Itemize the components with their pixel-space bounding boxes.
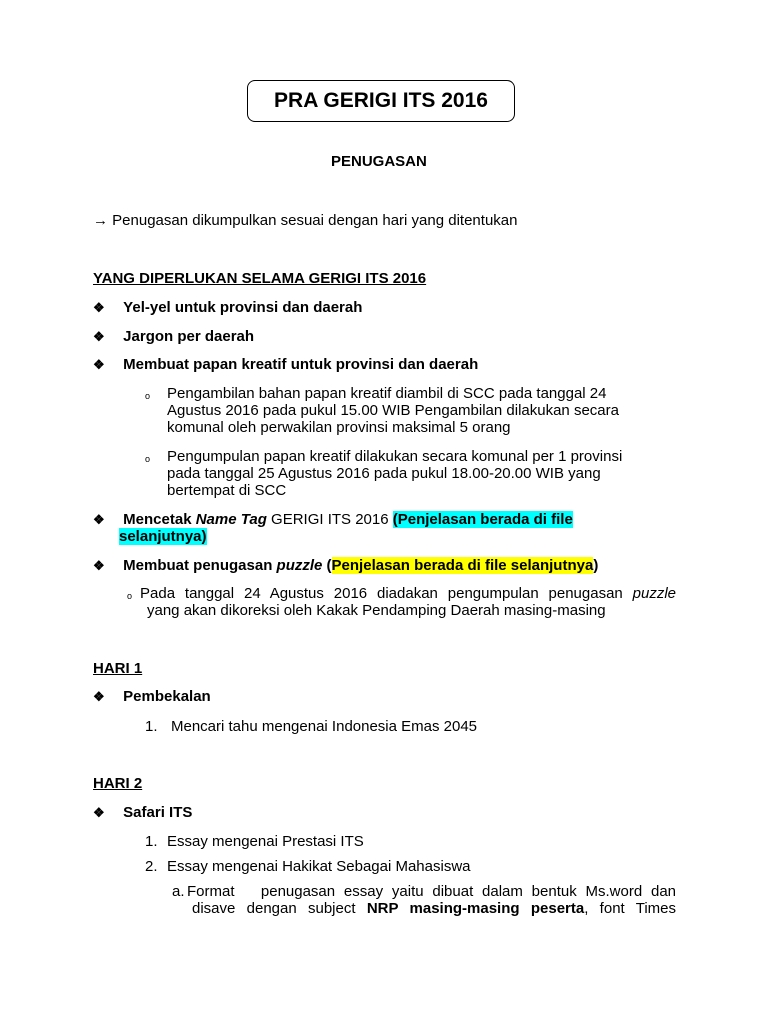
document-title: PRA GERIGI ITS 2016 [274,89,488,112]
title-box [247,80,515,122]
circle-bullet-icon: o [145,454,151,464]
arrow-note-text: Penugasan dikumpulkan sesuai dengan hari yang ditentukan [112,212,518,229]
list-item: ❖ Yel-yel untuk provinsi dan daerah [93,299,363,316]
section-heading-hari1: HARI 1 [93,660,143,677]
highlight-cyan: selanjutnya) [119,528,207,545]
list-item-puzzle: ❖ Membuat penugasan puzzle (Penjelasan berada di file selanjutnya) [93,557,599,574]
list-item: ❖ Pembekalan [93,688,211,705]
diamond-bullet-icon: ❖ [93,512,105,527]
diamond-bullet-icon: ❖ [93,689,105,704]
sub-note: Pengumpulan papan kreatif dilakukan secara komunal per 1 provinsi pada tanggal 25 Agustus 2016 pada pukul 18.00-20.00 WIB yang bertempat di SCC [167,448,623,499]
list-item: ❖ Membuat papan kreatif untuk provinsi dan daerah [93,356,479,373]
list-item: ❖ Safari ITS [93,804,193,821]
highlight-yellow: Penjelasan berada di file selanjutnya [331,557,594,574]
diamond-bullet-icon: ❖ [93,329,105,344]
circle-bullet-icon: o [127,591,133,601]
circle-bullet-icon: o [145,391,151,401]
numbered-item: 2. Essay mengenai Hakikat Sebagai Mahasiswa [145,858,471,875]
list-item: ❖ Jargon per daerah [93,328,255,345]
section-heading-required: YANG DIPERLUKAN SELAMA GERIGI ITS 2016 [93,270,427,287]
numbered-item: 1. Essay mengenai Prestasi ITS [145,833,364,850]
subtitle: PENUGASAN [331,153,427,170]
numbered-item: 1. Mencari tahu mengenai Indonesia Emas 2045 [145,718,478,735]
list-item-name-tag: ❖ Mencetak Name Tag GERIGI ITS 2016 (Penjelasan berada di file [93,511,573,528]
highlight-cyan: (Penjelasan berada di file [392,511,573,528]
puzzle-note: Pada tanggal 24 Agustus 2016 diadakan pengumpulan penugasan puzzle yang akan dikoreksi oleh Kakak Pendamping Daerah masing-masing [140,585,676,619]
sub-item-label: a. [172,883,185,900]
arrow-note [93,212,517,229]
diamond-bullet-icon: ❖ [93,805,105,820]
diamond-bullet-icon: ❖ [93,558,105,573]
arrow-right-icon: → [93,212,108,229]
sub-item-a: Format penugasan essay yaitu dibuat dalam bentuk Ms.word dan disave dengan subject NRP masing-masing peserta, font Times [187,883,677,917]
sub-note: Pengambilan bahan papan kreatif diambil di SCC pada tanggal 24 Agustus 2016 pada pukul 15.00 WIB Pengambilan dilakukan secara komunal oleh perwakilan provinsi maksimal 5 orang [167,385,619,436]
section-heading-hari2: HARI 2 [93,775,143,792]
list-item-name-tag-cont [119,528,207,545]
diamond-bullet-icon: ❖ [93,357,105,372]
diamond-bullet-icon: ❖ [93,300,105,315]
